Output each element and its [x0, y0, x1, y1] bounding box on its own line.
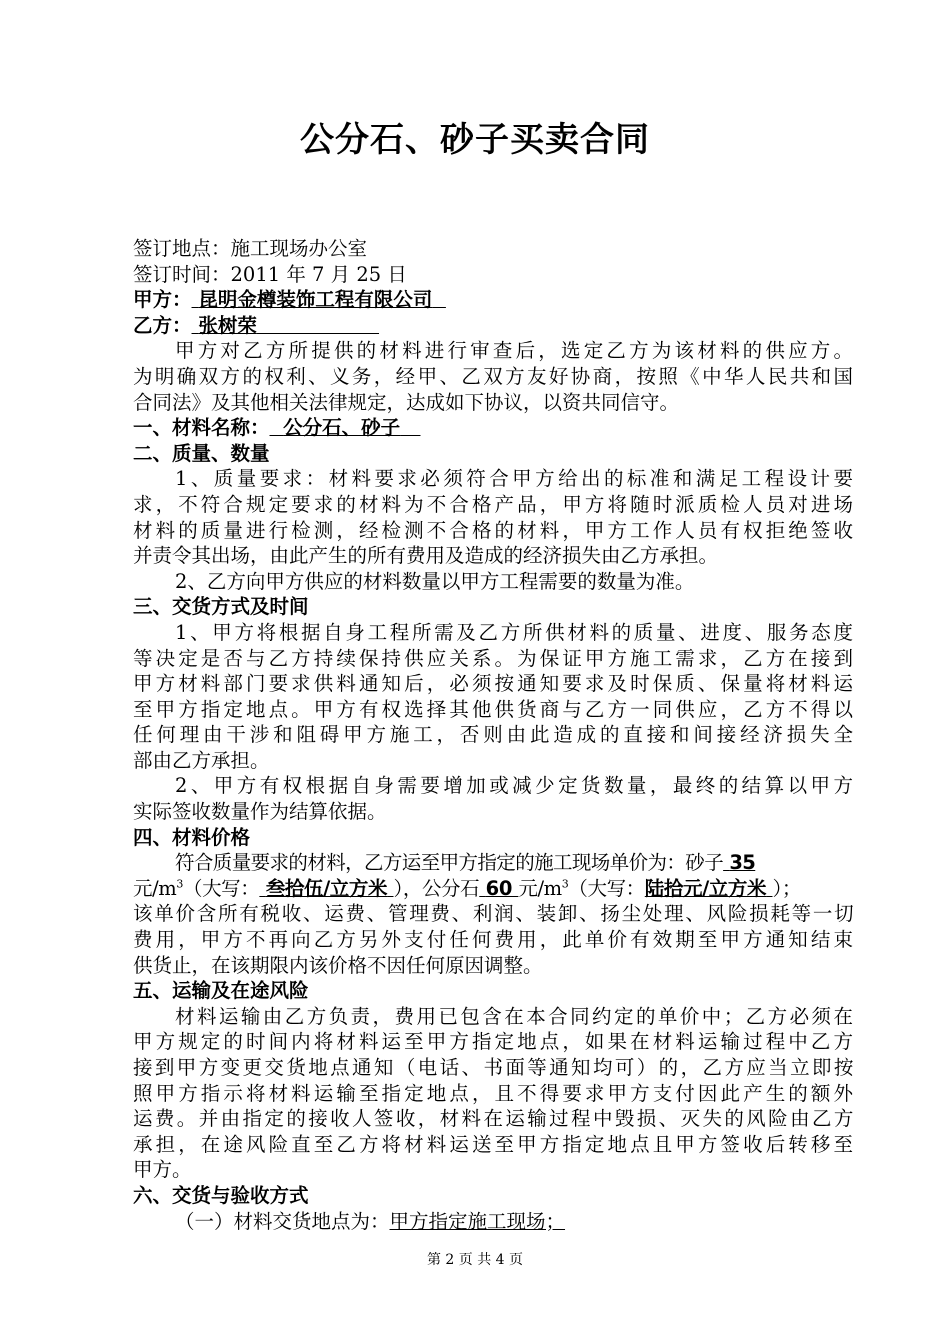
delivery-location-line: （一）材料交货地点为：甲方指定施工现场；	[175, 1209, 566, 1233]
stone-price-words: 陆拾元/立方米	[644, 876, 767, 900]
preamble-line: 甲方对乙方所提供的材料进行审查后，选定乙方为该材料的供应方。	[175, 339, 853, 363]
paragraph-line: 运费。并由指定的接收人签收，材料在运输过程中毁损、灭失的风险由乙方	[133, 1107, 853, 1131]
paragraph-line: 至甲方指定地点。甲方有权选择其他供货商与乙方一同供应，乙方不得以	[133, 697, 853, 721]
section-5-heading: 五、运输及在途风险	[133, 979, 309, 1003]
preamble-line: 合同法》及其他相关法律规定，达成如下协议，以资共同信守。	[133, 390, 680, 414]
page-footer: 第 2 页 共 4 页	[426, 1252, 524, 1268]
paragraph-line: 承担，在途风险直至乙方将材料运送至甲方指定地点且甲方签收后转移至	[133, 1132, 853, 1156]
party-a-line	[133, 287, 853, 313]
price-line-2: 元$/m^3$（大写： 叁拾伍/立方米 ），公分石 60 元$/m^3$（大写：陆拾元/立方米 ）；	[133, 876, 801, 900]
paragraph-line: 材料运输由乙方负责，费用已包含在本合同约定的单价中；乙方必须在	[175, 1004, 853, 1028]
paragraph-line: 供货止，在该期限内该价格不因任何原因调整。	[133, 953, 543, 977]
party-a-name: 昆明金樽装饰工程有限公司	[198, 288, 433, 312]
stone-price: 60	[485, 876, 512, 900]
sand-price-words: 叁拾伍/立方米	[265, 876, 388, 900]
paragraph-line: 并责令其出场，由此产生的所有费用及造成的经济损失由乙方承担。	[133, 544, 719, 568]
paragraph-line: 材料的质量进行检测，经检测不合格的材料，甲方工作人员有权拒绝签收	[133, 518, 853, 542]
paragraph-line: 部由乙方承担。	[133, 748, 270, 772]
paragraph-line: 照甲方指示将材料运输至指定地点，且不得要求甲方支付因此产生的额外	[133, 1081, 853, 1105]
section-4-heading: 四、材料价格	[133, 825, 251, 849]
paragraph-line: 甲方规定的时间内将材料运至甲方指定地点，如果在材料运输过程中乙方	[133, 1030, 853, 1054]
paragraph-line: 费用，甲方不再向乙方另外支付任何费用，此单价有效期至甲方通知结束	[133, 928, 853, 952]
contract-body	[133, 236, 853, 1234]
paragraph-line: 甲方。	[133, 1158, 192, 1182]
party-b-name: 张树荣	[198, 313, 257, 337]
paragraph-line: 求，不符合规定要求的材料为不合格产品，甲方将随时派质检人员对进场	[133, 492, 853, 516]
paragraph-line: 接到甲方变更交货地点通知（电话、书面等通知均可）的，乙方应当立即按	[133, 1056, 853, 1079]
paragraph-line: 1、甲方将根据自身工程所需及乙方所供材料的质量、进度、服务态度	[175, 620, 853, 644]
paragraph-line: 实际签收数量作为结算依据。	[133, 800, 387, 824]
section-1-heading	[133, 415, 853, 441]
sand-price: 35	[729, 851, 756, 875]
paragraph-line: 该单价含所有税收、运费、管理费、利润、装卸、扬尘处理、风险损耗等一切	[133, 902, 853, 926]
section-6-heading: 六、交货与验收方式	[133, 1183, 309, 1207]
paragraph-line: 甲方材料部门要求供料通知后，必须按通知要求及时保质、保量将材料运	[133, 672, 853, 696]
paragraph-line: 任何理由干涉和阻碍甲方施工，否则由此造成的直接和间接经济损失全	[133, 723, 853, 747]
material-name: 公分石、砂子	[283, 416, 401, 440]
paragraph-line: 1、质量要求：材料要求必须符合甲方给出的标准和满足工程设计要	[175, 467, 853, 491]
paragraph-line: 2、甲方有权根据自身需要增加或减少定货数量，最终的结算以甲方	[175, 774, 853, 798]
party-b-label: 乙方：	[133, 313, 192, 337]
price-line-1: 符合质量要求的材料，乙方运至甲方指定的施工现场单价为：砂子 35	[175, 851, 756, 875]
party-a-label: 甲方：	[133, 288, 192, 312]
signing-place: 签订地点：施工现场办公室	[133, 237, 368, 260]
paragraph-line: 2、乙方向甲方供应的材料数量以甲方工程需要的数量为准。	[175, 569, 695, 593]
party-b-line	[133, 313, 853, 339]
preamble-line: 为明确双方的权利、义务，经甲、乙双方友好协商，按照《中华人民共和国	[133, 364, 853, 388]
section-3-heading: 三、交货方式及时间	[133, 595, 309, 619]
delivery-location: 甲方指定施工现场；	[389, 1209, 566, 1233]
signing-time: 签订时间：2011 年 7 月 25 日	[133, 262, 407, 286]
section-2-heading: 二、质量、数量	[133, 441, 270, 465]
document-title: 公分石、砂子买卖合同	[300, 120, 650, 160]
section-1-label: 一、材料名称：	[133, 416, 270, 440]
paragraph-line: 等决定是否与乙方持续保持供应关系。为保证甲方施工需求，乙方在接到	[133, 646, 853, 670]
